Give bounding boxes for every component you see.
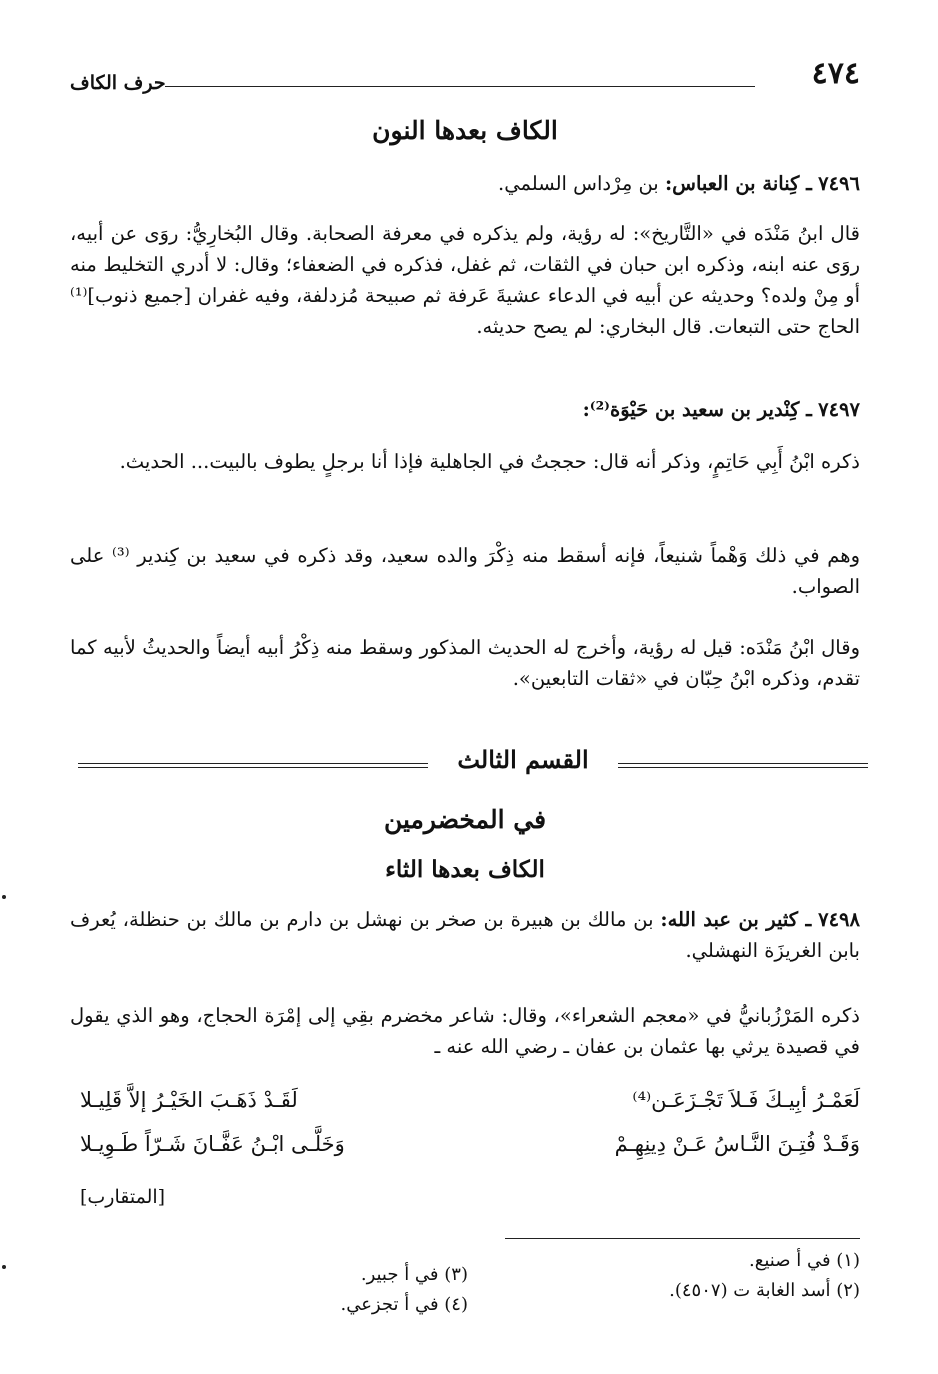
entry-7496-title: ٧٤٩٦ ـ كِنانة بن العباس: بن مِرْداس السلمي. <box>498 172 860 195</box>
section-divider <box>78 745 868 785</box>
entry-name: كثير بن عبد الله: <box>660 908 799 931</box>
hemistich: وَخَلَّـى ابْـنُ عَفَّـانَ شَـرّاً طَـوِيـلا <box>80 1132 345 1156</box>
entry-lineage: بن مِرْداس السلمي. <box>498 172 659 195</box>
verse-2 <box>70 1132 860 1176</box>
entry-number: ٧٤٩٧ <box>818 398 860 421</box>
section-heading-kaf-nun: الكاف بعدها النون <box>372 116 558 145</box>
footnote-2: (٢) أسد الغابة ت (٤٥٠٧). <box>669 1280 860 1301</box>
entry-7496-body: قال ابنُ مَنْدَه في «التَّاريخ»: له رؤية، ولم يذكره في معرفة الصحابة. وقال البُخارِيُّ: روَى عن أبيه، روَى عنه ابنه، وذكره ابن حبان في الثقات، ثم غفل، فذكره في الضعفاء؛ وقال: لا أدري التخليط منه أو مِنْ ولده؟ وحديثه عن أبيه في الدعاء عشيةَ عَرفة ثم صبيحة مُزدلفة، وفيه غفران [جميع ذنوب]⁽¹⁾ الحاج حتى التبعات. قال البخاري: لم يصح حديثه. <box>70 222 860 338</box>
hemistich: وَقَـدْ فُتِـنَ النَّـاسُ عَـنْ دِينِهِـمْ <box>614 1132 860 1156</box>
chapter-title: حرف الكاف <box>70 72 166 94</box>
scan-speck <box>2 895 6 899</box>
entry-name: كِنانة بن العباس: <box>664 172 800 195</box>
footnote-1: (١) في أ صنيع. <box>749 1250 860 1271</box>
poem <box>70 1088 860 1208</box>
section-heading-kaf-tha: الكاف بعدها الثاء <box>385 856 545 883</box>
header-rule <box>165 86 755 87</box>
entry-number: ٧٤٩٦ <box>818 172 860 195</box>
entry-number: ٧٤٩٨ <box>818 908 861 931</box>
entry-7498-body: ذكره المَرْزُبانيُّ في «معجم الشعراء»، وقال: شاعر مخضرم بقِي إلى إمْرَة الحجاج، وهو الذي يقول في قصيدة يرثي بها عثمان بن عفان ـ رضي الله عنه ـ <box>70 1004 860 1058</box>
double-rule-right <box>618 763 868 768</box>
verse-1 <box>70 1088 860 1132</box>
section-subtitle: في المخضرمين <box>383 805 547 834</box>
double-rule-left <box>78 763 428 768</box>
entry-name: كِنْدير بن سعيد بن حَيْوَة⁽²⁾: <box>582 398 800 421</box>
entry-7497-title: ٧٤٩٧ ـ كِنْدير بن سعيد بن حَيْوَة⁽²⁾: <box>582 398 860 421</box>
entry-7497-para-1: ذكره ابْنُ أَبِي حَاتِمٍ، وذكر أنه قال: حججتُ في الجاهلية فإذا أنا برجلٍ يطوف بالبيت... الحديث. <box>119 450 860 473</box>
page-number: ٤٧٤ <box>811 56 860 91</box>
scan-speck <box>2 1265 6 1269</box>
entry-7498-title: ٧٤٩٨ ـ كثير بن عبد الله: بن مالك بن هبيرة بن صخر بن نهشل بن دارم بن مالك بن حنظلة، يُعرف بابن الغريزَة النهشلي. <box>70 908 861 962</box>
entry-7497-para-3: وقال ابْنُ مَنْدَه: قيل له رؤية، وأخرج له الحديث المذكور وسقط منه ذِكْرُ أبيه أيضاً والحديثُ لأبيه كما تقدم، وذكره ابْنُ حِبّان في «ثقات التابعين». <box>70 636 860 690</box>
hemistich: لَعَمْـرُ أبِيـكَ فَـلاَ تَجْـزَعَـن⁽⁴⁾ <box>632 1088 860 1112</box>
running-header <box>70 52 860 104</box>
hemistich: لَقَـدْ ذَهَـبَ الخَيْـرُ إلاَّ قَلِيـلا <box>80 1088 298 1112</box>
footnote-4: (٤) في أ تجزعي. <box>340 1294 468 1315</box>
footnote-rule <box>505 1238 860 1239</box>
poetic-meter: [المتقارب] <box>80 1186 166 1208</box>
entry-lineage: بن مالك بن هبيرة بن صخر بن نهشل بن دارم بن مالك بن حنظلة، يُعرف بابن الغريزَة النهشلي. <box>70 908 860 962</box>
footnote-3: (٣) في أ جبير. <box>360 1264 468 1285</box>
entry-7497-para-2: وهم في ذلك وَهْماً شنيعاً، فإنه أسقط منه ذِكْرَ والده سعيد، وقد ذكره في سعيد بن كِندير ⁽³⁾ على الصواب. <box>70 544 860 598</box>
section-title: القسم الثالث <box>457 745 589 774</box>
